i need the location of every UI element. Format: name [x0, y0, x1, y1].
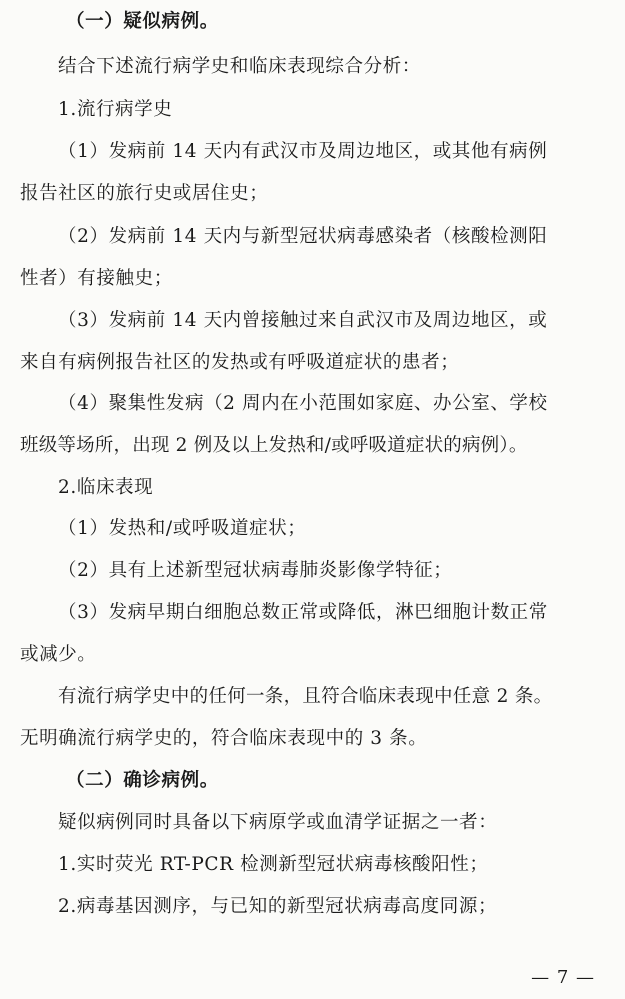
epi-item-4-line-2: 班级等场所，出现 2 例及以上发热和/或呼吸道症状的病例）。: [20, 435, 528, 456]
epi-item-1-line-2: 报告社区的旅行史或居住史；: [20, 183, 269, 204]
intro-paragraph: 结合下述流行病学史和临床表现综合分析：: [58, 56, 421, 77]
epi-item-2-line-1: （2）发病前 14 天内与新型冠状病毒感染者（核酸检测阳: [58, 226, 548, 247]
confirmed-intro: 疑似病例同时具备以下病原学或血清学证据之一者：: [58, 812, 498, 833]
evidence-item-2: 2.病毒基因测序，与已知的新型冠状病毒高度同源；: [58, 896, 498, 917]
epi-item-1-line-1: （1）发病前 14 天内有武汉市及周边地区，或其他有病例: [58, 141, 548, 162]
clinical-item-1: （1）发热和/或呼吸道症状；: [58, 518, 307, 539]
page-number: — 7 —: [531, 967, 595, 988]
clinical-item-3-line-2: 或减少。: [20, 644, 97, 665]
section-clinical-title: 2.临床表现: [58, 477, 154, 498]
criteria-line-1: 有流行病学史中的任何一条，且符合临床表现中任意 2 条。: [58, 686, 553, 707]
epi-item-2-line-2: 性者）有接触史；: [20, 268, 173, 289]
evidence-item-1: 1.实时荧光 RT-PCR 检测新型冠状病毒核酸阳性；: [58, 854, 489, 875]
clinical-item-2: （2）具有上述新型冠状病毒肺炎影像学特征；: [58, 560, 453, 581]
clinical-item-3-line-1: （3）发病早期白细胞总数正常或降低，淋巴细胞计数正常: [58, 602, 548, 623]
heading-confirmed-cases: （二）确诊病例。: [66, 770, 219, 791]
criteria-line-2: 无明确流行病学史的，符合临床表现中的 3 条。: [20, 728, 428, 749]
epi-item-3-line-2: 来自有病例报告社区的发热或有呼吸道症状的患者；: [20, 352, 460, 373]
section-epidemiology-title: 1.流行病学史: [58, 99, 173, 120]
epi-item-3-line-1: （3）发病前 14 天内曾接触过来自武汉市及周边地区，或: [58, 310, 548, 331]
epi-item-4-line-1: （4）聚集性发病（2 周内在小范围如家庭、办公室、学校: [58, 393, 548, 414]
heading-suspected-cases: （一）疑似病例。: [66, 11, 219, 32]
